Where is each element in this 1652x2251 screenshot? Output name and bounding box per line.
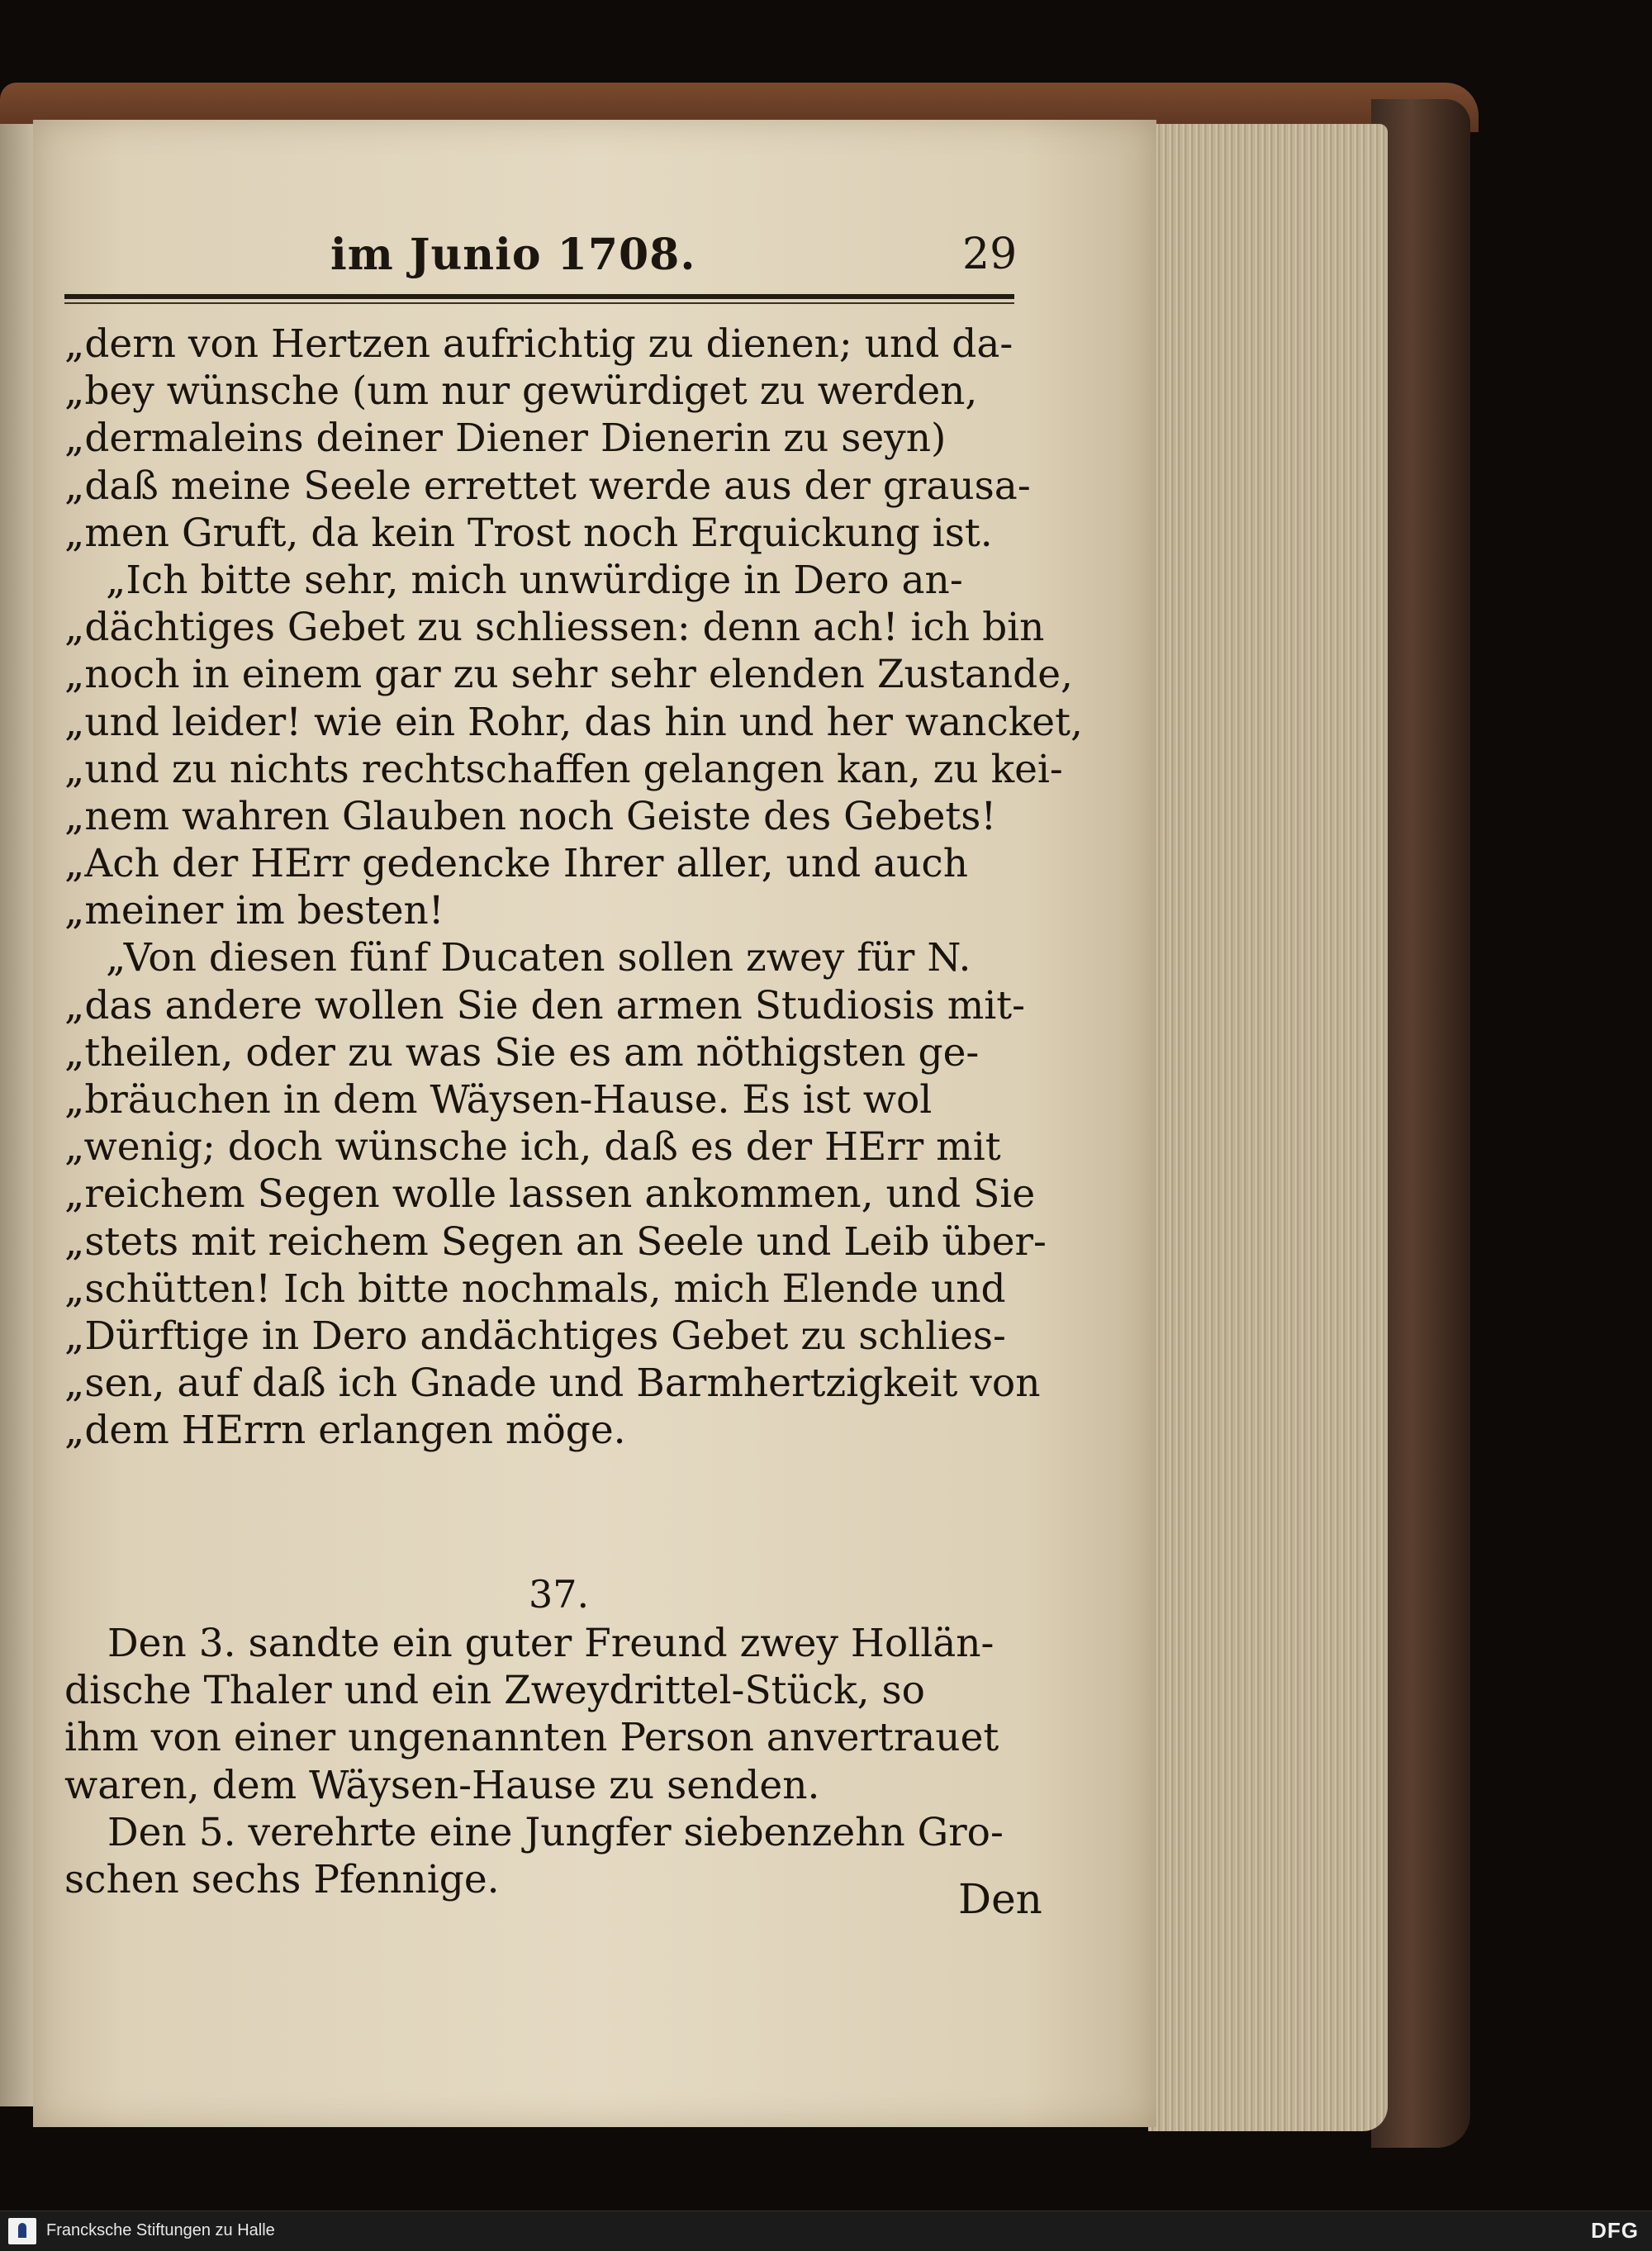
text-line: „stets mit reichem Segen an Seele und Leib über- xyxy=(64,1218,1047,1265)
running-head: im Junio 1708. xyxy=(330,230,696,280)
text-line: „Von diesen fünf Ducaten sollen zwey für N. xyxy=(106,935,971,981)
body-text xyxy=(64,321,1083,1455)
text-line: „nem wahren Glauben noch Geiste des Gebets! xyxy=(64,793,997,839)
institution-label: Francksche Stiftungen zu Halle xyxy=(46,2221,275,2239)
footer-bar xyxy=(0,2211,1652,2251)
text-line: „bey wünsche (um nur gewürdiget zu werden, xyxy=(64,368,978,415)
text-line: „dächtiges Gebet zu schliessen: denn ach! ich bin xyxy=(64,605,1045,651)
text-line: „reichem Segen wolle lassen ankommen, und Sie xyxy=(64,1171,1036,1218)
section-number: 37. xyxy=(529,1572,590,1617)
text-line: „und zu nichts rechtschaffen gelangen kan, zu kei- xyxy=(64,746,1063,792)
text-line: „meiner im besten! xyxy=(64,888,444,934)
text-line: ihm von einer ungenannten Person anvertrauet xyxy=(64,1715,999,1761)
text-line: „Ach der HErr gedencke Ihrer aller, und auch xyxy=(64,841,968,887)
text-line: „theilen, oder zu was Sie es am nöthigsten ge- xyxy=(64,1029,980,1076)
institution-logo-icon xyxy=(8,2218,36,2244)
text-line: „noch in einem gar zu sehr sehr elenden Zustande, xyxy=(64,652,1073,698)
page-number: 29 xyxy=(962,230,1018,279)
text-line: „men Gruft, da kein Trost noch Erquickung ist. xyxy=(64,510,993,556)
text-line: „und leider! wie ein Rohr, das hin und her wancket, xyxy=(64,699,1083,745)
catchword: Den xyxy=(958,1875,1042,1923)
text-line: „schütten! Ich bitte nochmals, mich Elende und xyxy=(64,1266,1006,1312)
text-line: „dem HErrn erlangen möge. xyxy=(64,1408,626,1454)
text-line: Den 5. verehrte eine Jungfer siebenzehn Gro- xyxy=(107,1809,1004,1855)
text-line: dische Thaler und ein Zweydrittel-Stück, so xyxy=(64,1668,925,1714)
text-line: „das andere wollen Sie den armen Studiosis mit- xyxy=(64,982,1026,1028)
page-block-edge xyxy=(1148,124,1388,2131)
body-text-entries xyxy=(64,1619,1066,1902)
text-line: Den 3. sandte ein guter Freund zwey Hollän- xyxy=(107,1621,995,1666)
text-line: „wenig; doch wünsche ich, daß es der HErr mit xyxy=(64,1124,1001,1171)
text-line: „Dürftige in Dero andächtiges Gebet zu schlies- xyxy=(64,1313,1006,1359)
text-line: „Ich bitte sehr, mich unwürdige in Dero an- xyxy=(106,557,963,603)
text-line: „daß meine Seele errettet werde aus der grausa- xyxy=(64,463,1031,509)
text-line: waren, dem Wäysen-Hause zu senden. xyxy=(64,1762,820,1808)
dfg-badge: DFG xyxy=(1591,2218,1639,2243)
text-line: „dern von Hertzen aufrichtig zu dienen; und da- xyxy=(64,321,1014,367)
text-line: „sen, auf daß ich Gnade und Barmhertzigkeit von xyxy=(64,1361,1041,1407)
header-rule-thin xyxy=(64,302,1014,304)
facing-page-edge xyxy=(0,124,37,2106)
text-line: „bräuchen in dem Wäysen-Hause. Es ist wol xyxy=(64,1077,933,1123)
text-line: schen sechs Pfennige. xyxy=(64,1856,500,1902)
header-rule xyxy=(64,294,1014,299)
text-line: „dermaleins deiner Diener Dienerin zu seyn) xyxy=(64,416,947,462)
